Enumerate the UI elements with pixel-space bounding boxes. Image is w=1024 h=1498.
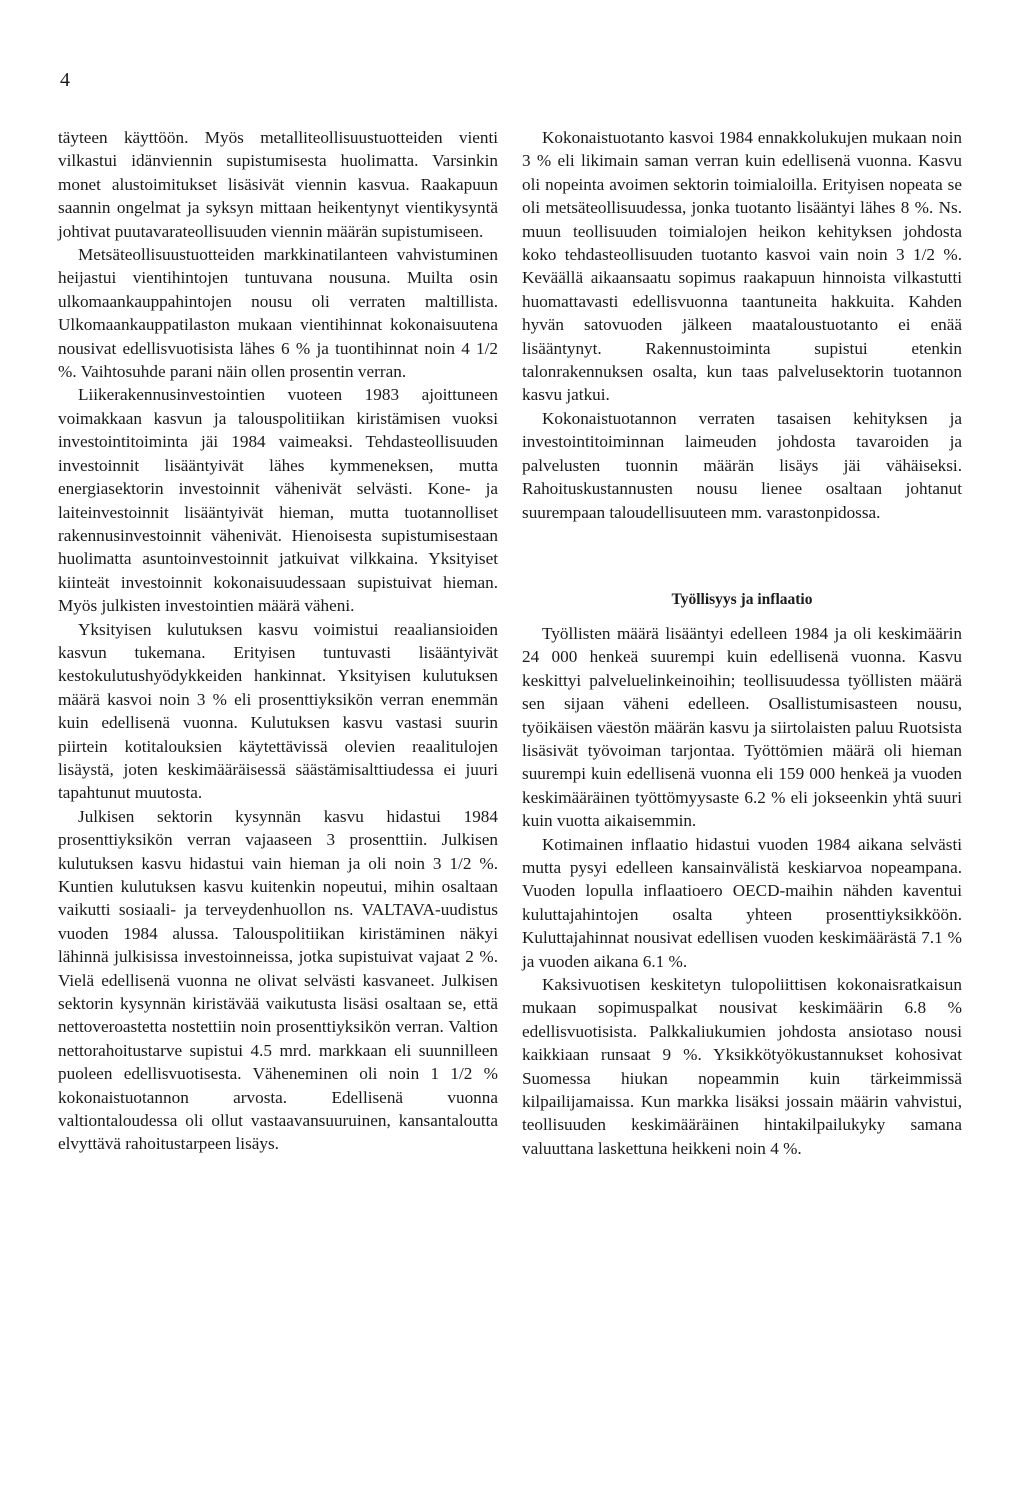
paragraph-exports: täyteen käyttöön. Myös metalliteollisuustuotteiden vienti vilkastui idänviennin supistumisesta huolimatta. Varsinkin monet alustoimitukset lisäsivät viennin kasvua. Raakapuun saannin ongelmat ja syksyn mittaan heikentynyt vientikysyntä johtivat puutavarateollisuuden viennin määrän supistumiseen. bbox=[58, 128, 498, 241]
paragraph-wages: Kaksivuotisen keskitetyn tulopoliittisen kokonaisratkaisun mukaan sopimuspalkat nousivat keskimäärin 6.8 % edellisvuotisista. Palkkaliukumien johdosta ansiotaso nousi kaikkiaan runsaat 9 %. Yksikkötyökustannukset kohosivat Suomessa hiukan nopeammin kuin tärkeimmissä kilpailijamaissa. Kun markka lisäksi jossain määrin vahvistui, teollisuuden keskimääräinen hintakilpailukyky samana valuuttana laskettuna heikkeni noin 4 %. bbox=[522, 975, 962, 1158]
paragraph-private-consumption: Yksityisen kulutuksen kasvu voimistui reaaliansioiden kasvun tukemana. Erityisen tuntuvasti lisääntyivät kestokulutushyödykkeiden hankinnat. Yksityisen kulutuksen määrä kasvoi noin 3 % eli prosenttiyksikön verran enemmän kuin edellisenä vuonna. Kulutuksen kasvu vastasi suurin piirtein kotitalouksien käytettävissä olevien reaalitulojen lisäystä, joten keskimääräisessä säästämisalttiudessa ei juuri tapahtunut muutosta. bbox=[58, 619, 498, 803]
paragraph-public-sector: Julkisen sektorin kysynnän kasvu hidastui 1984 prosenttiyksikön verran vajaaseen 3 prosenttiin. Julkisen kulutuksen kasvu hidastui vain hieman ja oli noin 3 1/2 %. Kuntien kulutuksen kasvu kuitenkin nopeutui, mihin osaltaan vaikutti sosiaali- ja terveydenhuollon ns. VALTAVA-uudistus vuoden 1984 alussa. Talouspolitiikan kiristäminen näkyi lähinnä julkisissa investoinneissa, jotka supistuivat vajaat 2 %. Vielä edellisenä vuonna ne olivat selvästi kasvaneet. Julkisen sektorin kysynnän kiristävää vaikutusta lisäsi osaltaan se, että nettoveroastetta nostettiin noin prosenttiyksikön verran. Valtion nettorahoitustarve supistui 4.5 mrd. markkaan eli suunnilleen puoleen edellisvuotisesta. Väheneminen oli noin 1 1/2 % kokonaistuotannon arvosta. Edellisenä vuonna valtiontaloudessa oli ollut vastaavansuuruinen, kansantaloutta elvyttävä rahoitustarpeen lisäys. bbox=[58, 806, 498, 1154]
section-heading-part2: inflaatio bbox=[757, 590, 813, 608]
paragraph-investments: Liikerakennusinvestointien vuoteen 1983 ajoittuneen voimakkaan kasvun ja talouspolitiikan kiristämisen vuoksi investointitoiminta jäi 1984 vaimeaksi. Tehdasteollisuuden investoinnit lisääntyivät lähes kymmeneksen, mutta energiasektorin investoinnit vähenivät selvästi. Kone- ja laiteinvestoinnit lisääntyivät hieman, mutta tuotannolliset rakennusinvestoinnit vähenivät. Hienoisesta supistumisestaan huolimatta asuntoinvestoinnit jatkuivat vilkkaina. Yksityiset kiinteät investoinnit kokonaisuudessaan supistuivat hieman. Myös julkisten investointien määrä väheni. bbox=[58, 385, 498, 616]
paragraph-inflation: Kotimainen inflaatio hidastui vuoden 1984 aikana selvästi mutta pysyi edelleen kansainvälistä keskiarvoa nopeampana. Vuoden lopulla inflaatioero OECD-maihin nähden kaventui kuluttajahintojen osalta yhteen prosenttiyksikköön. Kuluttajahinnat nousivat edellisen vuoden keskimäärästä 7.1 % ja vuoden aikana 6.1 %. bbox=[522, 834, 962, 971]
section-heading-employment-inflation bbox=[522, 590, 962, 610]
right-column bbox=[522, 126, 962, 1160]
paragraph-employment: Työllisten määrä lisääntyi edelleen 1984 ja oli keskimäärin 24 000 henkeä suurempi kuin edellisenä vuonna. Kasvu keskittyi palveluelinkeinoihin; teollisuudessa työllisten määrä sen sijaan väheni edelleen. Osallistumisasteen nousu, työikäisen väestön määrän kasvu ja siirtolaisten paluu Ruotsista lisäsivät työvoiman tarjontaa. Työttömien määrä oli hieman suurempi kuin edellisenä vuonna eli 159 000 henkeä ja vuoden keskimääräinen työttömyysaste 6.2 % eli jokseenkin yhtä suuri kuin vuotta aikaisemmin. bbox=[522, 623, 962, 831]
page-number: 4 bbox=[60, 69, 70, 91]
paragraph-total-production: Kokonaistuotanto kasvoi 1984 ennakkolukujen mukaan noin 3 % eli likimain saman verran kuin edellisenä vuonna. Kasvu oli nopeinta avoimen sektorin toimialoilla. Erityisen nopeata se oli metsäteollisuudessa, jonka tuotanto lisääntyi lähes 8 %. Ns. muun teollisuuden toimialojen heikon kehityksen johdosta koko tehdasteollisuuden tuotanto kasvoi vain noin 3 1/2 %. Keväällä aikaansaatu sopimus raakapuun hinnoista vilkastutti huomattavasti edellisvuonna taantuneita hakkuita. Kahden hyvän satovuoden jälkeen maataloustuotanto ei enää lisääntynyt. Rakennustoiminta supistui etenkin talonrakennuksen osalta, kun taas palvelusektorin tuotannon kasvu jatkui. bbox=[522, 128, 962, 405]
left-column bbox=[58, 126, 498, 1156]
paragraph-prices: Metsäteollisuustuotteiden markkinatilanteen vahvistuminen heijastui vientihintojen tuntuvana nousuna. Muilta osin ulkomaankauppahintojen nousu oli verraten maltillista. Ulkomaankauppatilaston mukaan vientihinnat kokonaisuutena nousivat edellisvuotisista lähes 6 % ja tuontihinnat noin 4 1/2 %. Vaihtosuhde parani näin ollen prosentin verran. bbox=[58, 245, 498, 382]
paragraph-imports: Kokonaistuotannon verraten tasaisen kehityksen ja investointitoiminnan laimeuden johdosta tavaroiden ja palvelusten tuonnin määrän lisäys jäi vähäiseksi. Rahoituskustannusten nousu lienee osaltaan johtanut suurempaan taloudellisuuteen mm. varastonpidossa. bbox=[522, 408, 962, 522]
section-heading-part1: Työllisyys ja bbox=[671, 590, 754, 608]
